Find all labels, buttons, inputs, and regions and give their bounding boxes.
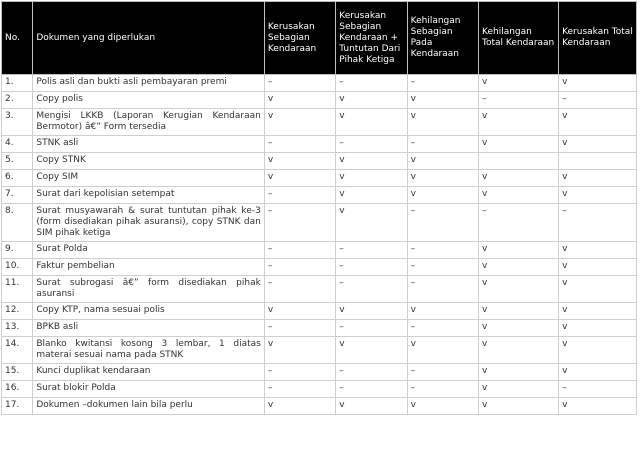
document-name: Surat dari kepolisian setempat <box>33 187 264 204</box>
cell-total-damage: v <box>559 320 637 337</box>
document-name: Blanko kwitansi kosong 3 lembar, 1 diatas materai sesuai nama pada STNK <box>33 337 264 364</box>
table-row <box>2 204 637 242</box>
row-number: 7. <box>2 187 33 204</box>
cell-partial-damage-third-party: – <box>336 320 407 337</box>
cell-partial-damage-third-party: v <box>336 109 407 136</box>
cell-total-loss: v <box>479 381 559 398</box>
row-number: 2. <box>2 92 33 109</box>
cell-partial-loss: – <box>407 75 478 92</box>
cell-total-damage: – <box>559 381 637 398</box>
cell-total-damage: v <box>559 398 637 415</box>
row-number: 15. <box>2 364 33 381</box>
document-name: Copy KTP, nama sesuai polis <box>33 303 264 320</box>
cell-total-damage: v <box>559 170 637 187</box>
cell-partial-damage-third-party: v <box>336 337 407 364</box>
row-number: 6. <box>2 170 33 187</box>
cell-partial-damage: v <box>264 109 335 136</box>
cell-partial-damage-third-party: – <box>336 136 407 153</box>
cell-total-damage: v <box>559 109 637 136</box>
document-name: Surat musyawarah & surat tuntutan pihak ke-3 (form disediakan pihak asuransi), copy STNK dan SIM pihak ketiga <box>33 204 264 242</box>
header-total-loss: Kehilangan Total Kendaraan <box>479 2 559 75</box>
cell-partial-damage: – <box>264 204 335 242</box>
row-number: 11. <box>2 276 33 303</box>
cell-total-damage: v <box>559 364 637 381</box>
cell-total-damage: v <box>559 303 637 320</box>
cell-partial-loss: – <box>407 364 478 381</box>
cell-partial-loss: – <box>407 259 478 276</box>
cell-partial-damage: – <box>264 276 335 303</box>
documents-table <box>1 1 637 415</box>
cell-partial-loss: – <box>407 381 478 398</box>
document-name: Surat subrogasi â€” form disediakan pihak asuransi <box>33 276 264 303</box>
row-number: 12. <box>2 303 33 320</box>
cell-total-loss: v <box>479 136 559 153</box>
row-number: 8. <box>2 204 33 242</box>
cell-partial-damage: v <box>264 92 335 109</box>
cell-partial-loss: v <box>407 337 478 364</box>
cell-partial-damage-third-party: – <box>336 259 407 276</box>
cell-partial-damage: – <box>264 136 335 153</box>
cell-total-damage: v <box>559 337 637 364</box>
cell-total-loss: v <box>479 398 559 415</box>
table-row <box>2 276 637 303</box>
cell-partial-damage: – <box>264 381 335 398</box>
cell-partial-damage: v <box>264 398 335 415</box>
cell-partial-damage-third-party: – <box>336 75 407 92</box>
row-number: 17. <box>2 398 33 415</box>
cell-total-loss: v <box>479 364 559 381</box>
cell-partial-damage-third-party: v <box>336 187 407 204</box>
cell-partial-damage: v <box>264 153 335 170</box>
table-row <box>2 153 637 170</box>
document-name: Surat Polda <box>33 242 264 259</box>
table-row <box>2 75 637 92</box>
table-row <box>2 136 637 153</box>
cell-total-loss: v <box>479 337 559 364</box>
cell-partial-damage-third-party: v <box>336 398 407 415</box>
cell-partial-damage: – <box>264 75 335 92</box>
cell-partial-loss: – <box>407 320 478 337</box>
document-name: Copy polis <box>33 92 264 109</box>
row-number: 10. <box>2 259 33 276</box>
header-partial-loss: Kehilangan Sebagian Pada Kendaraan <box>407 2 478 75</box>
table-row <box>2 187 637 204</box>
table-row <box>2 92 637 109</box>
cell-partial-damage-third-party: – <box>336 364 407 381</box>
cell-partial-loss: v <box>407 398 478 415</box>
document-name: Copy SIM <box>33 170 264 187</box>
table-row <box>2 337 637 364</box>
table-row <box>2 242 637 259</box>
document-name: Surat blokir Polda <box>33 381 264 398</box>
table-header <box>2 2 637 75</box>
cell-partial-loss: v <box>407 109 478 136</box>
header-partial-damage: Kerusakan Sebagian Kendaraan <box>264 2 335 75</box>
header-document: Dokumen yang diperlukan <box>33 2 264 75</box>
cell-partial-damage-third-party: v <box>336 204 407 242</box>
cell-total-loss: v <box>479 187 559 204</box>
cell-partial-damage: v <box>264 337 335 364</box>
cell-total-damage: v <box>559 75 637 92</box>
cell-partial-loss: – <box>407 204 478 242</box>
table-row <box>2 109 637 136</box>
cell-partial-damage: – <box>264 187 335 204</box>
cell-partial-loss: v <box>407 170 478 187</box>
row-number: 9. <box>2 242 33 259</box>
cell-partial-damage-third-party: v <box>336 170 407 187</box>
document-name: BPKB asli <box>33 320 264 337</box>
cell-partial-loss: – <box>407 242 478 259</box>
row-number: 1. <box>2 75 33 92</box>
cell-total-loss: v <box>479 75 559 92</box>
cell-partial-damage-third-party: v <box>336 92 407 109</box>
row-number: 13. <box>2 320 33 337</box>
header-no: No. <box>2 2 33 75</box>
table-row <box>2 364 637 381</box>
cell-total-loss: v <box>479 242 559 259</box>
cell-total-damage: v <box>559 136 637 153</box>
document-name: Kunci duplikat kendaraan <box>33 364 264 381</box>
cell-total-loss: v <box>479 259 559 276</box>
cell-total-damage: v <box>559 242 637 259</box>
document-name: Dokumen –dokumen lain bila perlu <box>33 398 264 415</box>
cell-total-loss: v <box>479 109 559 136</box>
cell-total-loss: v <box>479 276 559 303</box>
row-number: 3. <box>2 109 33 136</box>
document-name: STNK asli <box>33 136 264 153</box>
table-row <box>2 398 637 415</box>
table-body <box>2 75 637 415</box>
table-row <box>2 381 637 398</box>
cell-partial-loss: v <box>407 187 478 204</box>
cell-total-damage: v <box>559 276 637 303</box>
table-row <box>2 259 637 276</box>
table-row <box>2 170 637 187</box>
table-row <box>2 320 637 337</box>
cell-partial-damage: – <box>264 320 335 337</box>
cell-partial-damage: – <box>264 259 335 276</box>
cell-partial-loss: – <box>407 136 478 153</box>
cell-partial-damage-third-party: v <box>336 303 407 320</box>
cell-partial-damage: v <box>264 303 335 320</box>
cell-total-loss: v <box>479 320 559 337</box>
document-name: Copy STNK <box>33 153 264 170</box>
cell-partial-loss: v <box>407 92 478 109</box>
header-partial-damage-third-party: Kerusakan Sebagian Kendaraan + Tuntutan Dari Pihak Ketiga <box>336 2 407 75</box>
table-row <box>2 303 637 320</box>
cell-total-damage: – <box>559 92 637 109</box>
row-number: 5. <box>2 153 33 170</box>
cell-total-damage: v <box>559 187 637 204</box>
cell-partial-loss: v <box>407 303 478 320</box>
header-row <box>2 2 637 75</box>
cell-partial-damage: – <box>264 242 335 259</box>
cell-total-loss <box>479 153 559 170</box>
cell-total-loss: v <box>479 303 559 320</box>
cell-total-loss: – <box>479 92 559 109</box>
cell-total-damage: – <box>559 204 637 242</box>
cell-total-damage <box>559 153 637 170</box>
row-number: 16. <box>2 381 33 398</box>
cell-total-damage: v <box>559 259 637 276</box>
cell-partial-loss: v <box>407 153 478 170</box>
document-name: Faktur pembelian <box>33 259 264 276</box>
document-name: Polis asli dan bukti asli pembayaran premi <box>33 75 264 92</box>
row-number: 14. <box>2 337 33 364</box>
cell-partial-loss: – <box>407 276 478 303</box>
cell-partial-damage: v <box>264 170 335 187</box>
document-name: Mengisi LKKB (Laporan Kerugian Kendaraan Bermotor) â€” Form tersedia <box>33 109 264 136</box>
row-number: 4. <box>2 136 33 153</box>
cell-partial-damage-third-party: – <box>336 276 407 303</box>
cell-total-loss: v <box>479 170 559 187</box>
cell-partial-damage: – <box>264 364 335 381</box>
cell-partial-damage-third-party: – <box>336 381 407 398</box>
header-total-damage: Kerusakan Total Kendaraan <box>559 2 637 75</box>
cell-partial-damage-third-party: v <box>336 153 407 170</box>
cell-total-loss: – <box>479 204 559 242</box>
cell-partial-damage-third-party: – <box>336 242 407 259</box>
